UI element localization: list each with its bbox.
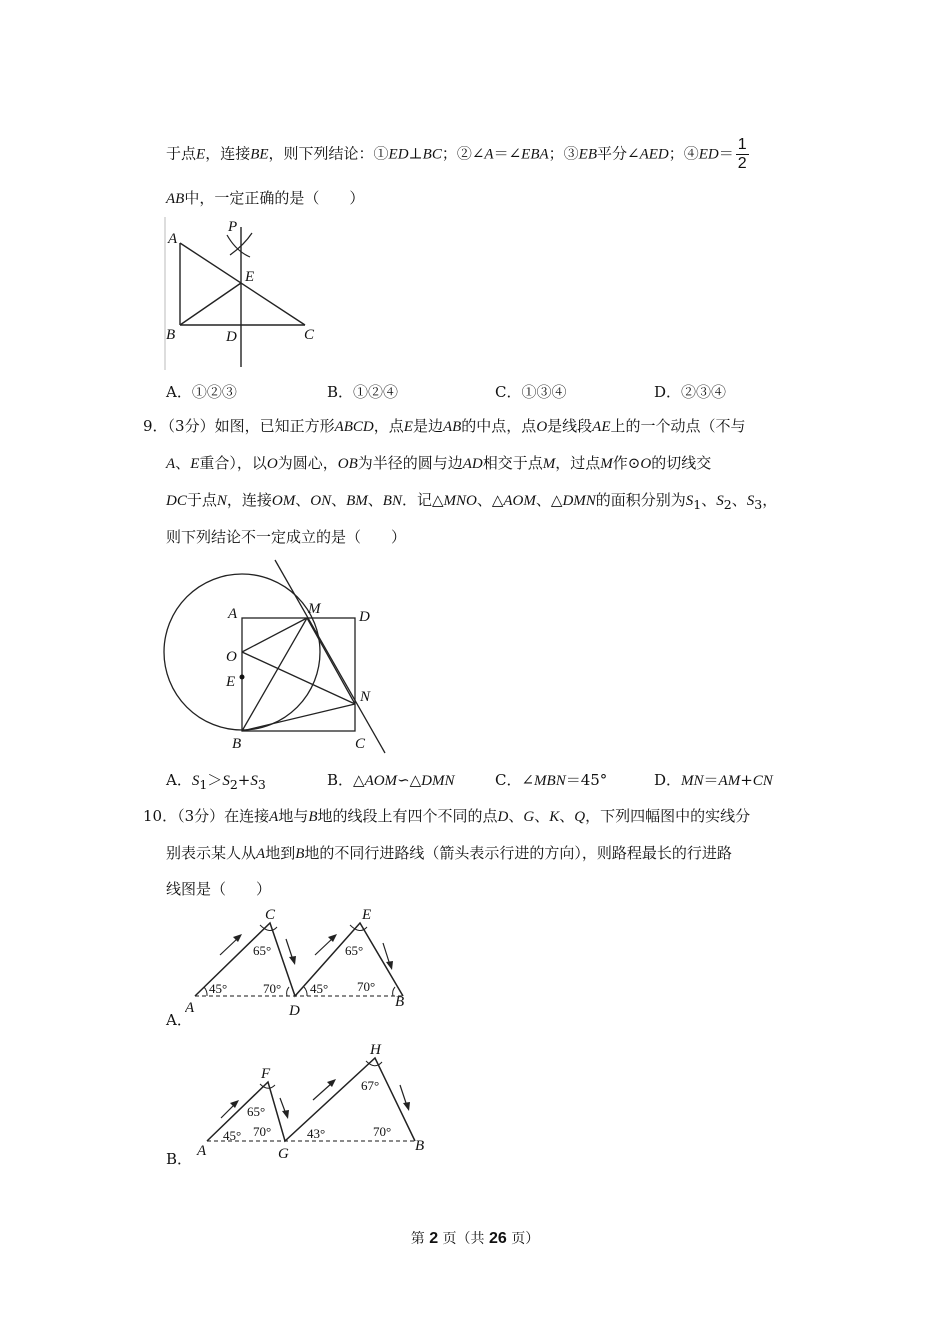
q10-line-3: 线图是（ ）	[166, 880, 272, 898]
q10a-angle-1: 45°	[209, 981, 228, 996]
q9-figure	[160, 555, 400, 760]
q10a-label-b: B	[395, 994, 405, 1010]
q8-figure	[160, 215, 330, 375]
q9-label-a: A	[228, 606, 238, 622]
q9-label-m: M	[308, 601, 321, 617]
q9-line-2: A、E重合），以O为圆心，OB为半径的圆与边AD相交于点M，过点M作⊙O的切线交	[166, 454, 712, 472]
q10b-angle-3: 70°	[253, 1124, 272, 1139]
q10b-label-g: G	[278, 1146, 289, 1162]
q10a-angle-5: 65°	[345, 943, 364, 958]
q10b-angle-4: 43°	[307, 1126, 326, 1141]
q9-label-b: B	[232, 736, 242, 752]
fraction-one-half: $\frac{1}{2}$	[737, 136, 747, 172]
q9-option-a[interactable]: A．$S_1>S_2+S_3$	[166, 771, 266, 792]
q8-line-2: AB中，一定正确的是（ ）	[166, 189, 365, 207]
q10b-label-b: B	[415, 1138, 425, 1154]
q9-line-3: DC于点N，连接OM、ON、BM、BN．记△MNO、△AOM、△DMN的面积分别为$S_1$、$S_2$、$S_3$，	[166, 491, 778, 512]
q9-label-c: C	[355, 736, 366, 752]
q10-option-b[interactable]: B．	[166, 1150, 193, 1168]
q10b-angle-6: 70°	[373, 1124, 392, 1139]
q9-line-1: 9．（3分）如图，已知正方形ABCD，点E是边AB的中点，点O是线段AE上的一个动点（不与	[143, 417, 746, 435]
q8-label-d: D	[226, 329, 237, 345]
q8-option-d[interactable]: D．②③④	[654, 383, 727, 401]
q8-label-p: P	[228, 219, 238, 235]
q10-line-2: 别表示某人从A地到B地的不同行进路线（箭头表示行进的方向），则路程最长的行进路	[166, 844, 732, 862]
q8-label-c: C	[304, 327, 315, 343]
q9-label-o: O	[226, 649, 237, 665]
q10-option-a[interactable]: A．	[166, 1011, 192, 1029]
q9-label-e: E	[226, 674, 236, 690]
q9-option-d[interactable]: D．MN＝AM+CN	[654, 771, 773, 789]
q9-label-d: D	[359, 609, 370, 625]
q8-option-b[interactable]: B．①②④	[327, 383, 399, 401]
q10a-label-d: D	[289, 1003, 300, 1019]
q10a-label-c: C	[265, 907, 276, 923]
q10-figure-b	[195, 1040, 435, 1165]
q10a-angle-4: 45°	[310, 981, 329, 996]
q10a-angle-6: 70°	[357, 979, 376, 994]
q8-label-b: B	[166, 327, 176, 343]
q10b-angle-1: 45°	[223, 1128, 242, 1143]
q8-option-c[interactable]: C．①③④	[495, 383, 567, 401]
q8-label-e: E	[245, 269, 255, 285]
q10b-label-a: A	[197, 1143, 207, 1159]
q9-option-c[interactable]: C．∠MBN＝45°	[495, 771, 608, 789]
q10b-label-h: H	[370, 1042, 381, 1058]
q10-figure-a	[185, 905, 415, 1020]
q10a-angle-2: 65°	[253, 943, 272, 958]
q10b-angle-5: 67°	[361, 1078, 380, 1093]
page-total: 26	[489, 1230, 507, 1247]
q10b-label-f: F	[261, 1066, 271, 1082]
q8-line-1: 于点E，连接BE，则下列结论：①ED⊥BC；②∠A＝∠EBA；③EB平分∠AED；④ED＝ $\frac{1}{2}$	[166, 136, 747, 172]
q8-option-a[interactable]: A．①②③	[166, 383, 237, 401]
q8-label-a: A	[168, 231, 178, 247]
q10b-angle-2: 65°	[247, 1104, 266, 1119]
page-footer: 第 2 页（共 26 页）	[410, 1230, 540, 1247]
q10a-label-a: A	[185, 1000, 195, 1016]
q9-line-4: 则下列结论不一定成立的是（ ）	[166, 528, 407, 546]
q10a-label-e: E	[362, 907, 372, 923]
q9-label-n: N	[360, 689, 371, 705]
q10a-angle-3: 70°	[263, 981, 282, 996]
page-number: 2	[429, 1230, 439, 1247]
q9-option-b[interactable]: B．△AOM∽△DMN	[327, 771, 455, 789]
q10-line-1: 10．（3分）在连接A地与B地的线段上有四个不同的点D、G、K、Q，下列四幅图中的实线分	[143, 807, 751, 825]
